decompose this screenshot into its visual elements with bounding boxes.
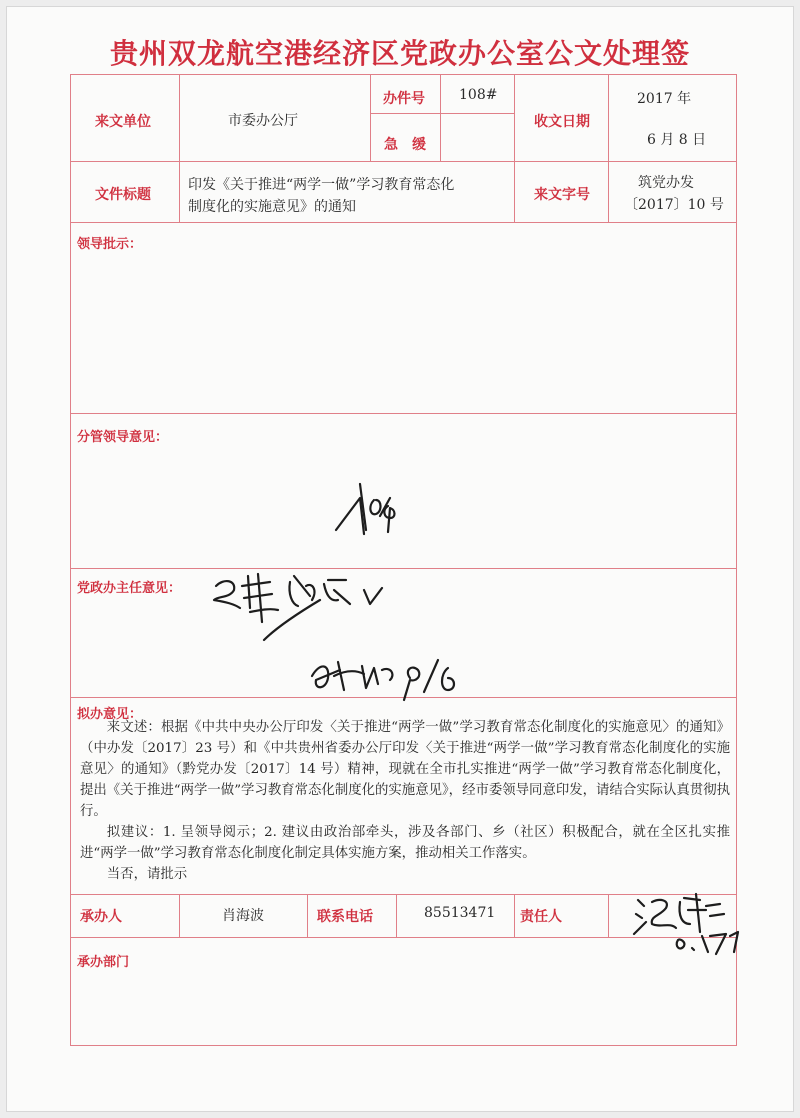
handwritten-responsible-signature	[630, 888, 750, 958]
ref-line2: 〔2017〕10 号	[624, 197, 724, 213]
rule-foot-c	[396, 894, 397, 937]
handwritten-director-signature	[200, 560, 400, 650]
proposal-body	[80, 717, 730, 885]
sender-label: 来文单位	[95, 114, 151, 130]
received-label: 收文日期	[534, 114, 590, 130]
subject-line2: 制度化的实施意见》的通知	[188, 199, 356, 215]
rule-foot-a	[179, 894, 180, 937]
rule-row1-mid	[370, 113, 514, 114]
rule-col-e	[608, 74, 609, 222]
rule-foot-e	[608, 894, 609, 937]
received-year: 2017 年	[637, 91, 692, 107]
doc-no-label: 办件号	[383, 91, 425, 107]
dept-label: 承办部门	[77, 955, 130, 970]
ref-line1: 筑党办发	[638, 175, 694, 191]
urgency-label: 急 缓	[384, 137, 426, 153]
rule-foot-b	[307, 894, 308, 937]
rule-leader-bottom	[70, 413, 737, 414]
rule-col-c	[440, 74, 441, 161]
proposal-label: 拟办意见：	[77, 707, 143, 722]
handwritten-date-deputy	[330, 470, 410, 560]
phone-value: 85513471	[424, 905, 496, 921]
rule-col-a	[179, 74, 180, 222]
form-title: 贵州双龙航空港经济区党政办公室公文处理签	[109, 37, 690, 70]
ref-label: 来文字号	[534, 187, 590, 203]
phone-label: 联系电话	[317, 909, 373, 925]
director-opinion-label: 党政办主任意见：	[77, 581, 182, 596]
received-day: 6 月 8 日	[647, 132, 707, 148]
doc-no-value: 108#	[459, 87, 498, 103]
proposal-paragraph-1: 来文述：根据《中共中央办公厅印发〈关于推进“两学一做”学习教育常态化制度化的实施意见〉的通知》（中办发〔2017〕23 号）和《中共贵州省委办公厅印发〈关于推进“两学一做”学习教育常态化制度化的实施意见〉的通知》（黔党办发〔2017〕14 号）精神，现就在全市扎实推进“两学一做”学习教育常态化制度化，提出《关于推进“两学一做”学习教育常态化制度化的实施意见》，经市委领导同意印发，请结合实际认真贯彻执行。	[80, 720, 730, 819]
leader-instructions-label: 领导批示：	[77, 237, 143, 252]
proposal-paragraph-3: 当否，请批示	[106, 867, 188, 882]
rule-row2-bottom	[70, 222, 737, 223]
rule-foot-d	[514, 894, 515, 937]
handler-label: 承办人	[80, 909, 122, 925]
rule-col-b	[370, 74, 371, 161]
rule-deputy-bottom	[70, 568, 737, 569]
sender-value: 市委办公厅	[228, 113, 298, 129]
subject-label: 文件标题	[95, 187, 151, 203]
handwritten-director-date	[300, 640, 470, 710]
subject-line1: 印发《关于推进“两学一做”学习教育常态化	[188, 177, 455, 193]
rule-row1-bottom	[70, 161, 737, 162]
rule-col-d	[514, 74, 515, 222]
proposal-paragraph-2: 拟建议：1. 呈领导阅示；2. 建议由政治部牵头，涉及各部门、乡（社区）积极配合，就在全区扎实推进“两学一做”学习教育常态化制度化制定具体实施方案，推动相关工作落实。	[80, 825, 730, 861]
responsible-label: 责任人	[520, 909, 562, 925]
deputy-opinion-label: 分管领导意见：	[77, 430, 169, 445]
handler-value: 肖海波	[222, 908, 264, 924]
